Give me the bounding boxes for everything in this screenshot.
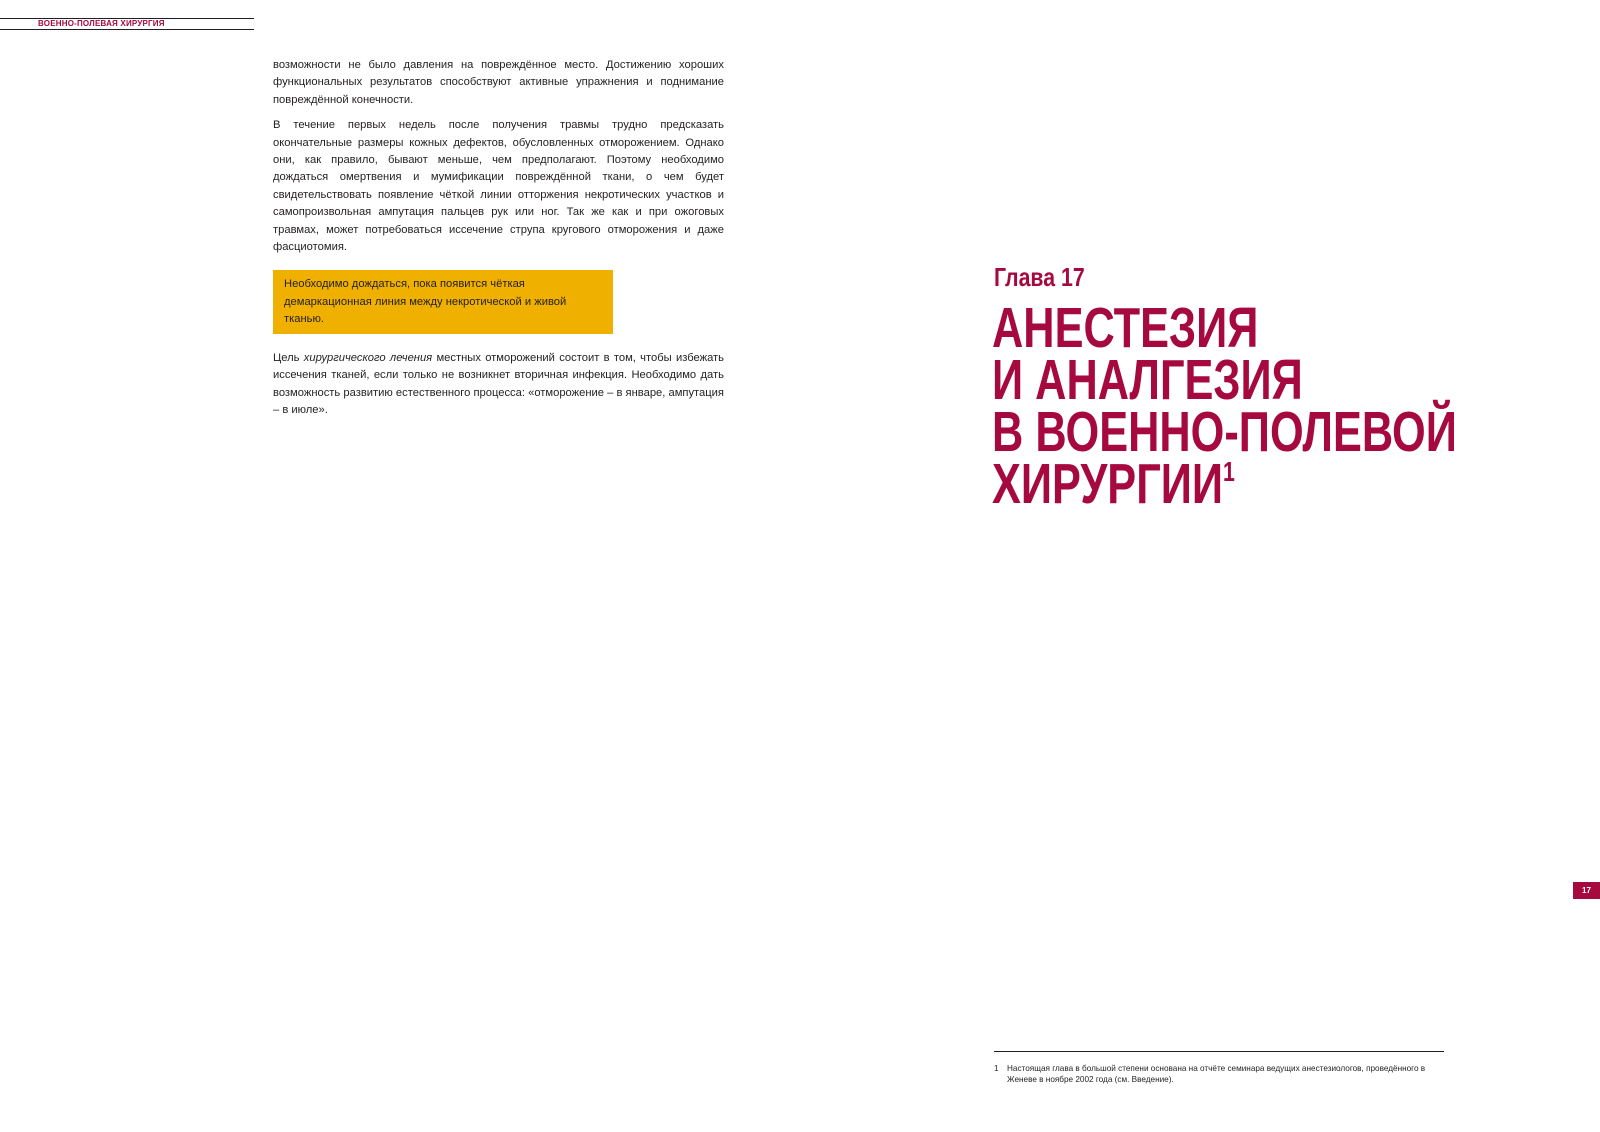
chapter-title-line-2: И АНАЛГЕЗИЯ <box>992 348 1303 412</box>
chapter-title-line-4-text: ХИРУРГИИ <box>992 452 1224 516</box>
chapter-tab-marker: 17 <box>1573 882 1600 899</box>
chapter-title <box>992 296 1457 516</box>
paragraph-3-end: местных отморожений состоит в том, чтобы избежать иссечения тканей, если только не возникнет вторичная инфекция. Необходимо дать возможность развитию естественного процесса: «отморожение – в январе, ампутация – в июле». <box>273 351 724 416</box>
body-paragraph-3 <box>273 350 724 420</box>
paragraph-3-emphasis: хирургического лечения <box>303 351 433 364</box>
footnote-number: 1 <box>994 1064 999 1073</box>
running-head-title: ВОЕННО-ПОЛЕВАЯ ХИРУРГИЯ <box>38 19 165 28</box>
paragraph-3-start: Цель <box>273 351 304 364</box>
running-head <box>0 18 254 30</box>
body-paragraph-1: возможности не было давления на повреждённое место. Достижению хороших функциональных результатов способствуют активные упражнения и поднимание повреждённой конечности. <box>273 59 724 106</box>
title-footnote-mark[interactable]: 1 <box>1223 456 1235 487</box>
footnote-divider <box>994 1051 1444 1052</box>
key-point-callout <box>273 270 613 333</box>
footnote-text: Настоящая глава в большой степени основана на отчёте семинара ведущих анестезиологов, проведённого в Женеве в ноябре 2002 года (см. Введение). <box>1007 1064 1426 1084</box>
body-paragraph-2: В течение первых недель после получения травмы трудно предсказать окончательные размеры кожных дефектов, обусловленных отморожением. Однако они, как правило, бывают меньше, чем предполагают. Поэтому необходимо дождаться омертвения и мумификации повреждённой ткани, о чем будет свидетельствовать появление чёткой линии отторжения некротических участков и самопроизвольная ампутация пальцев рук или ног. Так же как и при ожоговых травмах, может потребоваться иссечение струпа кругового отморожения и даже фасциотомия. <box>273 119 724 254</box>
chapter-title-line-1: АНЕСТЕЗИЯ <box>992 296 1259 360</box>
chapter-title-line-4 <box>992 452 1457 516</box>
callout-text: Необходимо дождаться, пока появится чёткая демаркационная линия между некротической и живой тканью. <box>284 278 567 326</box>
left-page-body <box>273 57 724 427</box>
chapter-label: Глава 17 <box>994 262 1085 292</box>
chapter-title-line-3: В ВОЕННО-ПОЛЕВОЙ <box>992 400 1457 464</box>
footnote <box>994 1063 1442 1085</box>
